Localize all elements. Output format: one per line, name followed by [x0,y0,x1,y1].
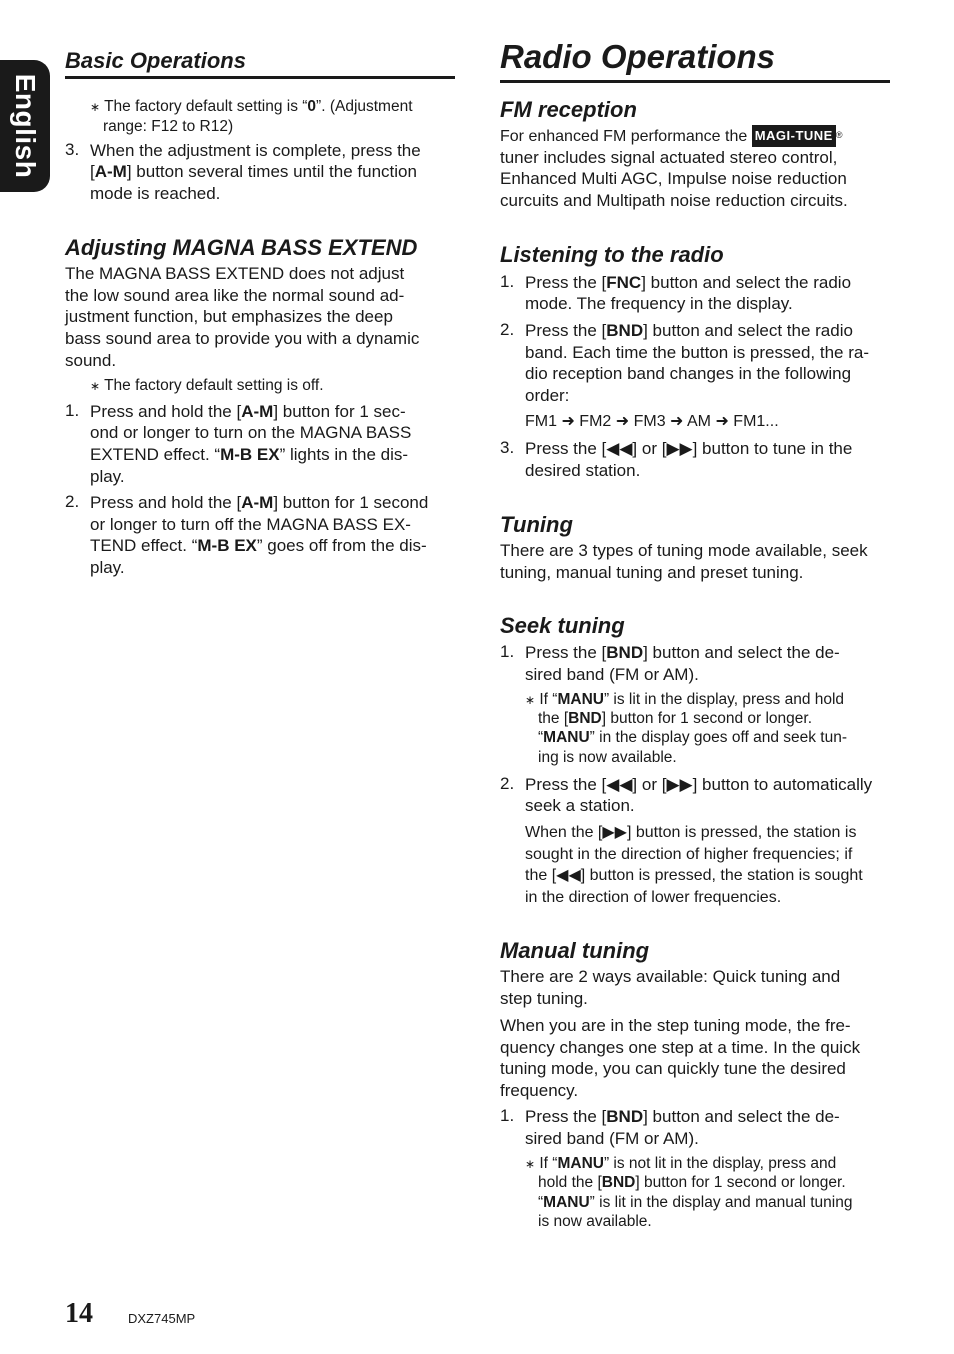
paragraph: step tuning. [500,989,588,1008]
page-title: Radio Operations [500,38,890,83]
paragraph: There are 3 types of tuning mode available, seek [500,541,868,560]
list-number: 3. [500,438,515,457]
paragraph: tuning, manual tuning and preset tuning. [500,563,804,582]
list-item-text: Press and hold the [A-M] button for 1 second [90,493,429,512]
list-item-text: TEND effect. “M-B EX” goes off from the dis- [90,536,427,555]
paragraph: Enhanced Multi AGC, Impulse noise reduction [500,169,847,188]
paragraph: in the direction of lower frequencies. [525,889,782,906]
list-item-text: order: [525,386,570,405]
model-number: DXZ745MP [128,1311,196,1326]
list-item-text: mode is reached. [90,184,221,203]
seek-note: “MANU” in the display goes off and seek tun- [538,729,848,746]
manual-tuning-heading: Manual tuning [500,938,650,963]
paragraph: the [◀◀] button is pressed, the station is sought [525,867,863,884]
list-item-text: or longer to turn off the MAGNA BASS EX- [90,515,411,534]
listening-heading: Listening to the radio [500,242,724,267]
asterisk-icon: ∗ [90,379,101,393]
asterisk-icon: ∗ [90,100,101,114]
manual-note: ∗ If “MANU” is not lit in the display, press and [525,1155,837,1172]
paragraph: justment function, but emphasizes the deep [65,307,393,326]
asterisk-icon: ∗ [525,693,536,707]
fast-forward-icon: ▶▶ [666,439,693,458]
list-item-text: Press the [BND] button and select the de- [525,1107,840,1126]
rewind-icon: ◀◀ [606,439,633,458]
language-tab [0,60,50,192]
list-number: 2. [500,320,515,339]
list-item-text: play. [90,467,125,486]
paragraph: For enhanced FM performance the MAGI-TUNE ® [500,125,843,148]
fm-reception-heading: FM reception [500,97,637,122]
basic-operations-heading: Basic Operations [65,48,455,79]
manual-note: hold the [BND] button for 1 second or longer. [538,1174,846,1191]
paragraph: When the [▶▶] button is pressed, the station is [525,824,857,841]
list-item-text: play. [90,558,125,577]
factory-default-note-line2: range: F12 to R12) [103,118,234,135]
list-item-text: band. Each time the button is pressed, the ra- [525,343,869,362]
paragraph: the low sound area like the normal sound ad- [65,286,405,305]
list-item-text: desired station. [525,461,641,480]
magna-bass-heading: Adjusting MAGNA BASS EXTEND [65,235,418,260]
list-item-text: Press the [◀◀] or [▶▶] button to automatically [525,775,873,794]
paragraph: There are 2 ways available: Quick tuning and [500,967,841,986]
fast-forward-icon: ▶▶ [666,775,693,794]
seek-note: ing is now available. [538,749,677,766]
band-order: FM1 ➜ FM2 ➜ FM3 ➜ AM ➜ FM1... [525,413,779,430]
paragraph: tuning mode, you can quickly tune the desired [500,1059,846,1078]
list-number: 1. [65,401,80,420]
paragraph: sound. [65,351,117,370]
rewind-icon: ◀◀ [556,867,581,884]
list-item-text: Press the [BND] button and select the radio [525,321,853,340]
list-number: 2. [65,492,80,511]
list-number: 3. [65,140,80,159]
rewind-icon: ◀◀ [606,775,633,794]
paragraph: When you are in the step tuning mode, the fre- [500,1016,851,1035]
factory-default-note: ∗ The factory default setting is “0”. (Adjustment [90,98,413,115]
paragraph: bass sound area to provide you with a dynamic [65,329,420,348]
tuning-heading: Tuning [500,512,573,537]
seek-note: ∗ If “MANU” is lit in the display, press and hold [525,691,845,708]
paragraph: tuner includes signal actuated stereo control, [500,148,838,167]
paragraph: quency changes one step at a time. In the quick [500,1038,861,1057]
list-item-text: sired band (FM or AM). [525,665,699,684]
list-item-text: Press the [FNC] button and select the radio [525,273,852,292]
magi-tune-logo: MAGI-TUNE [752,125,836,147]
manual-note: is now available. [538,1213,652,1230]
list-item-text: dio reception band changes in the following [525,364,852,383]
language-tab-label: English [10,73,41,179]
seek-tuning-heading: Seek tuning [500,613,625,638]
list-item-text: Press and hold the [A-M] button for 1 sec- [90,402,406,421]
seek-note: the [BND] button for 1 second or longer. [538,710,813,727]
asterisk-icon: ∗ [525,1157,536,1171]
list-item-text: sired band (FM or AM). [525,1129,699,1148]
manual-note: “MANU” is lit in the display and manual tuning [538,1194,853,1211]
list-number: 2. [500,774,515,793]
magna-default-note: ∗ The factory default setting is off. [90,377,324,394]
list-item-text: [A-M] button several times until the function [90,162,417,181]
list-item-text: EXTEND effect. “M-B EX” lights in the dis- [90,445,409,464]
paragraph: frequency. [500,1081,579,1100]
fast-forward-icon: ▶▶ [602,824,627,841]
paragraph: The MAGNA BASS EXTEND does not adjust [65,264,405,283]
list-item-text: mode. The frequency in the display. [525,294,793,313]
list-number: 1. [500,1106,515,1125]
paragraph: curcuits and Multipath noise reduction circuits. [500,191,848,210]
list-number: 1. [500,642,515,661]
list-item-text: seek a station. [525,796,635,815]
list-item-text: Press the [◀◀] or [▶▶] button to tune in the [525,439,853,458]
list-item-text: Press the [BND] button and select the de- [525,643,840,662]
page-number: 14 [65,1298,93,1329]
list-number: 1. [500,272,515,291]
list-item-text: ond or longer to turn on the MAGNA BASS [90,423,412,442]
paragraph: sought in the direction of higher frequencies; if [525,846,853,863]
list-item-text: When the adjustment is complete, press the [90,141,421,160]
